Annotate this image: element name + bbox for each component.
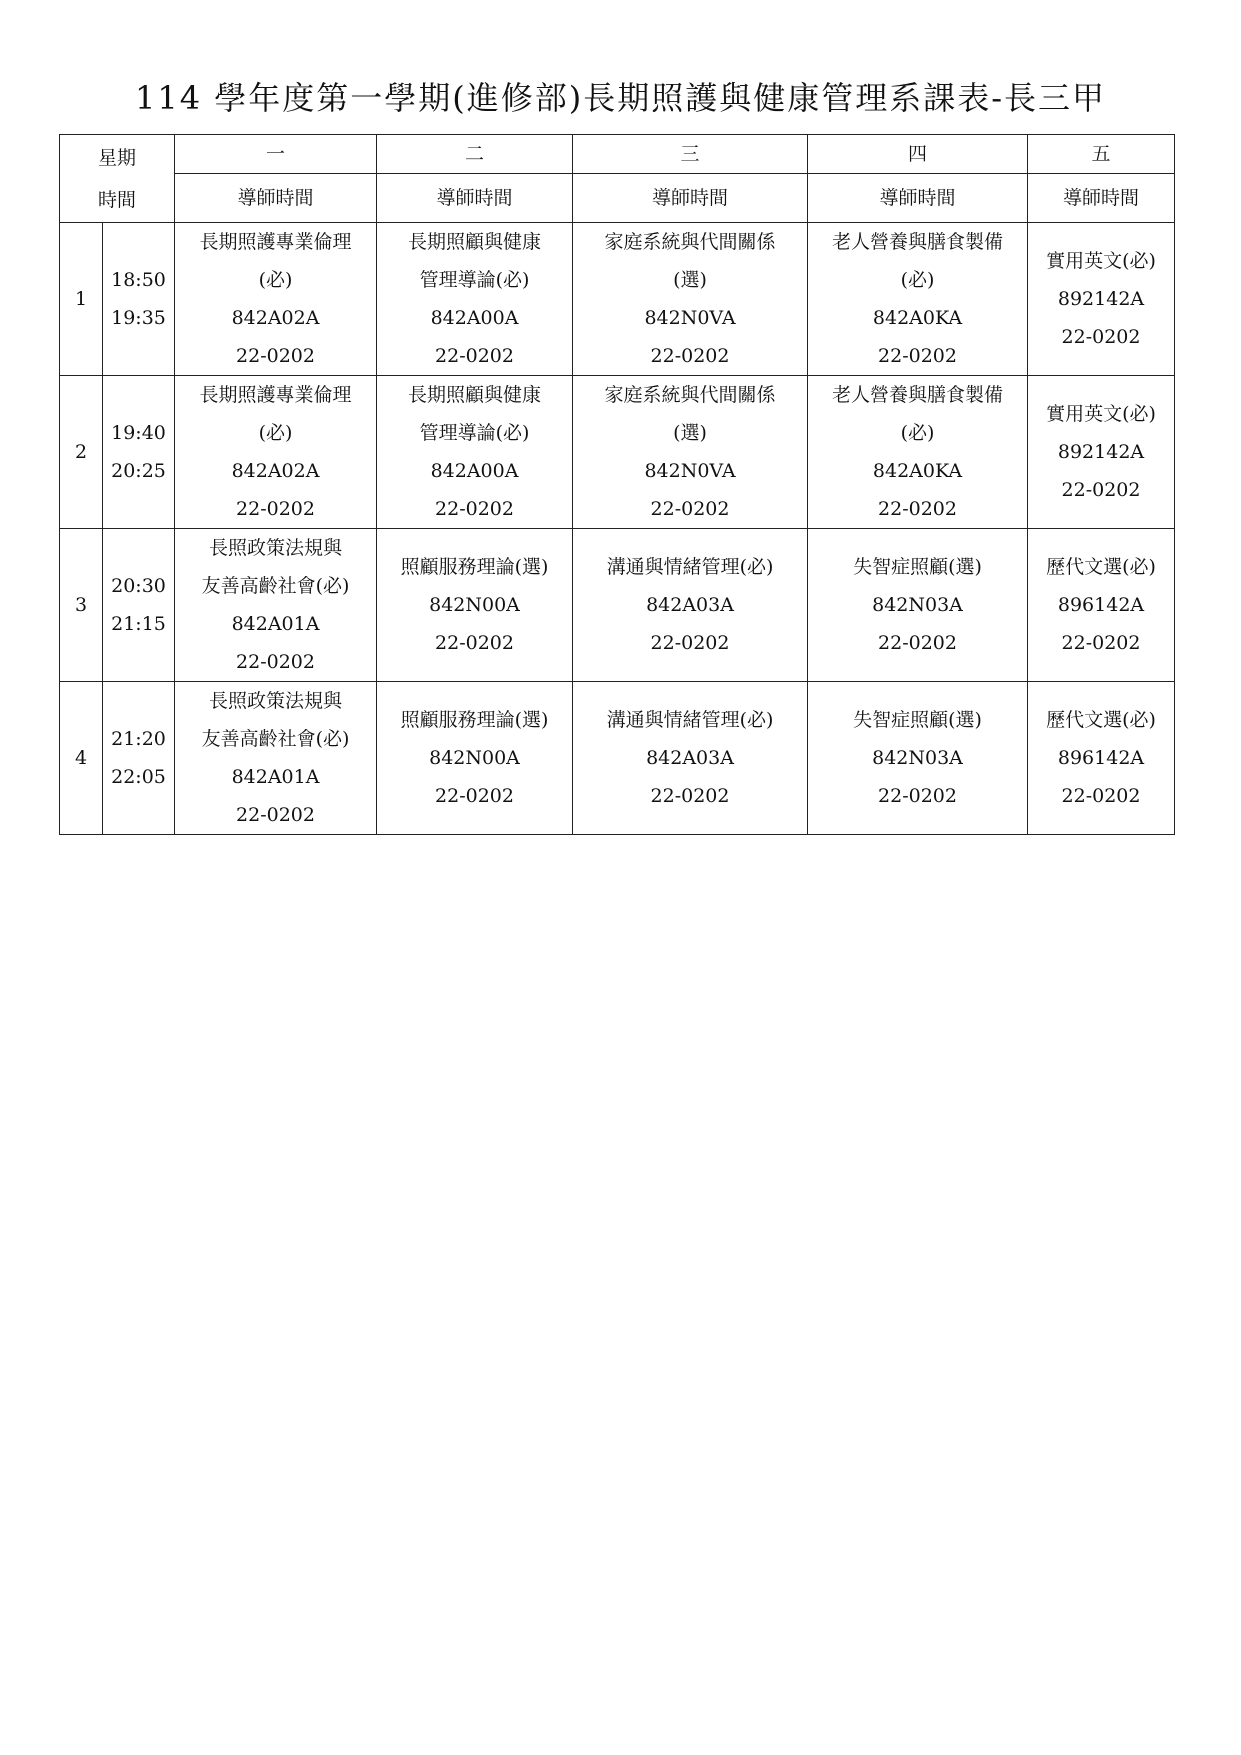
course-cell: [175, 223, 377, 376]
course-cell: [377, 682, 573, 835]
course-cell-line: 842N00A: [429, 747, 520, 769]
course-cell-line: 22-0202: [650, 498, 730, 520]
course-cell-line: 長照政策法規與: [209, 690, 343, 712]
course-cell-line: 892142A: [1057, 441, 1145, 463]
course-cell-line: 老人營養與膳食製備: [832, 231, 1004, 253]
course-cell: [808, 223, 1028, 376]
course-cell-line: 842A00A: [430, 307, 519, 329]
course-cell-line: 實用英文(必): [1046, 250, 1156, 272]
period-number: 1: [60, 223, 103, 376]
course-cell-line: 失智症照顧(選): [853, 556, 982, 578]
course-cell-line: 22-0202: [236, 804, 315, 826]
course-cell-line: 22-0202: [236, 651, 315, 673]
course-cell: [573, 529, 808, 682]
course-cell-line: 實用英文(必): [1046, 403, 1156, 425]
course-cell-line: 892142A: [1057, 288, 1145, 310]
course-cell-line: 照顧服務理論(選): [400, 556, 549, 578]
course-cell-line: 長期照護專業倫理: [199, 231, 352, 253]
course-cell-line: 22-0202: [650, 785, 730, 807]
period-end-time: 20:25: [111, 460, 166, 482]
period-number: 4: [60, 682, 103, 835]
period-end-time: 22:05: [111, 766, 166, 788]
course-cell-line: 22-0202: [435, 345, 514, 367]
course-cell: [573, 376, 808, 529]
course-cell-line: 家庭系統與代間關係: [604, 384, 776, 406]
course-cell-line: 22-0202: [1061, 479, 1141, 501]
course-cell-line: 22-0202: [1061, 785, 1141, 807]
course-cell-line: 842A03A: [646, 594, 734, 616]
course-cell-line: 22-0202: [1061, 632, 1141, 654]
course-cell-line: 22-0202: [878, 498, 957, 520]
course-cell: [1028, 529, 1175, 682]
period-row: [60, 529, 1175, 682]
course-cell-line: 842A02A: [231, 460, 320, 482]
course-cell-line: 896142A: [1057, 594, 1145, 616]
period-row: [60, 376, 1175, 529]
tutor-time-cell: 導師時間: [808, 174, 1028, 223]
course-cell-line: (必): [258, 422, 293, 444]
course-cell-line: 管理導論(必): [419, 269, 530, 291]
course-cell: [377, 223, 573, 376]
course-cell-line: 長期照顧與健康: [408, 384, 542, 406]
period-number: 3: [60, 529, 103, 682]
day-header-tue: 二: [377, 135, 573, 174]
course-cell-line: 22-0202: [878, 632, 957, 654]
course-cell-line: 22-0202: [650, 345, 730, 367]
period-time: [103, 529, 175, 682]
course-cell: [175, 529, 377, 682]
course-cell: [808, 682, 1028, 835]
day-header-wed: 三: [573, 135, 808, 174]
course-cell-line: 歷代文選(必): [1046, 709, 1156, 731]
day-header-thu: 四: [808, 135, 1028, 174]
period-end-time: 19:35: [111, 307, 166, 329]
course-cell-line: 842A0KA: [872, 307, 963, 329]
course-cell-line: (選): [673, 269, 707, 291]
course-cell-line: 溝通與情緒管理(必): [606, 709, 774, 731]
period-time: [103, 223, 175, 376]
course-cell-line: 842A02A: [231, 307, 320, 329]
course-cell-line: 家庭系統與代間關係: [604, 231, 776, 253]
day-header-fri: 五: [1028, 135, 1175, 174]
course-cell-line: 管理導論(必): [419, 422, 530, 444]
course-cell-line: 842A01A: [231, 613, 320, 635]
course-cell-line: 22-0202: [236, 498, 315, 520]
course-cell-line: 842A03A: [646, 747, 734, 769]
course-cell: [573, 682, 808, 835]
course-cell-line: 老人營養與膳食製備: [832, 384, 1004, 406]
period-start-time: 18:50: [111, 269, 166, 291]
day-header-mon: 一: [175, 135, 377, 174]
time-label: 時間: [98, 188, 137, 211]
course-cell: [377, 529, 573, 682]
course-cell-line: 22-0202: [236, 345, 315, 367]
period-time: [103, 376, 175, 529]
course-cell: [573, 223, 808, 376]
course-cell-line: 842A0KA: [872, 460, 963, 482]
course-cell-line: 22-0202: [435, 785, 514, 807]
course-cell: [1028, 682, 1175, 835]
tutor-time-cell: 導師時間: [377, 174, 573, 223]
period-start-time: 20:30: [111, 575, 166, 597]
course-cell-line: 長照政策法規與: [209, 537, 343, 559]
course-cell-line: (選): [673, 422, 707, 444]
course-cell-line: 22-0202: [1061, 326, 1141, 348]
period-row: [60, 223, 1175, 376]
course-cell-line: 22-0202: [878, 785, 957, 807]
period-number: 2: [60, 376, 103, 529]
tutor-time-cell: 導師時間: [1028, 174, 1175, 223]
course-cell-line: (必): [258, 269, 293, 291]
course-cell-line: 長期照顧與健康: [408, 231, 542, 253]
course-cell-line: 22-0202: [650, 632, 730, 654]
course-cell-line: 842N0VA: [644, 307, 736, 329]
course-cell-line: 842A01A: [231, 766, 320, 788]
course-cell-line: 842N03A: [872, 594, 963, 616]
tutor-time-row: [60, 174, 1175, 223]
course-cell-line: 22-0202: [878, 345, 957, 367]
timetable: [59, 134, 1175, 835]
course-cell-line: 842A00A: [430, 460, 519, 482]
tutor-time-cell: 導師時間: [573, 174, 808, 223]
course-cell-line: (必): [900, 269, 935, 291]
period-start-time: 19:40: [111, 422, 166, 444]
course-cell-line: 長期照護專業倫理: [199, 384, 352, 406]
period-start-time: 21:20: [111, 728, 166, 750]
course-cell: [808, 529, 1028, 682]
page-title: 114 學年度第一學期(進修部)長期照護與健康管理系課表-長三甲: [134, 79, 1107, 117]
weekday-label: 星期: [98, 146, 137, 169]
course-cell: [1028, 376, 1175, 529]
course-cell-line: 842N00A: [429, 594, 520, 616]
day-header-row: [60, 135, 1175, 174]
course-cell-line: 失智症照顧(選): [853, 709, 982, 731]
course-cell-line: 友善高齡社會(必): [201, 728, 350, 750]
course-cell-line: 溝通與情緒管理(必): [606, 556, 774, 578]
course-cell: [175, 682, 377, 835]
period-time: [103, 682, 175, 835]
course-cell-line: 842N03A: [872, 747, 963, 769]
course-cell-line: 友善高齡社會(必): [201, 575, 350, 597]
course-cell-line: 896142A: [1057, 747, 1145, 769]
course-cell: [808, 376, 1028, 529]
corner-header-cell: [60, 135, 175, 223]
period-end-time: 21:15: [111, 613, 166, 635]
course-cell-line: 歷代文選(必): [1046, 556, 1156, 578]
course-cell-line: (必): [900, 422, 935, 444]
course-cell: [1028, 223, 1175, 376]
course-cell-line: 22-0202: [435, 498, 514, 520]
course-cell: [175, 376, 377, 529]
period-row: [60, 682, 1175, 835]
course-cell-line: 22-0202: [435, 632, 514, 654]
course-cell-line: 照顧服務理論(選): [400, 709, 549, 731]
tutor-time-cell: 導師時間: [175, 174, 377, 223]
course-cell-line: 842N0VA: [644, 460, 736, 482]
course-cell: [377, 376, 573, 529]
